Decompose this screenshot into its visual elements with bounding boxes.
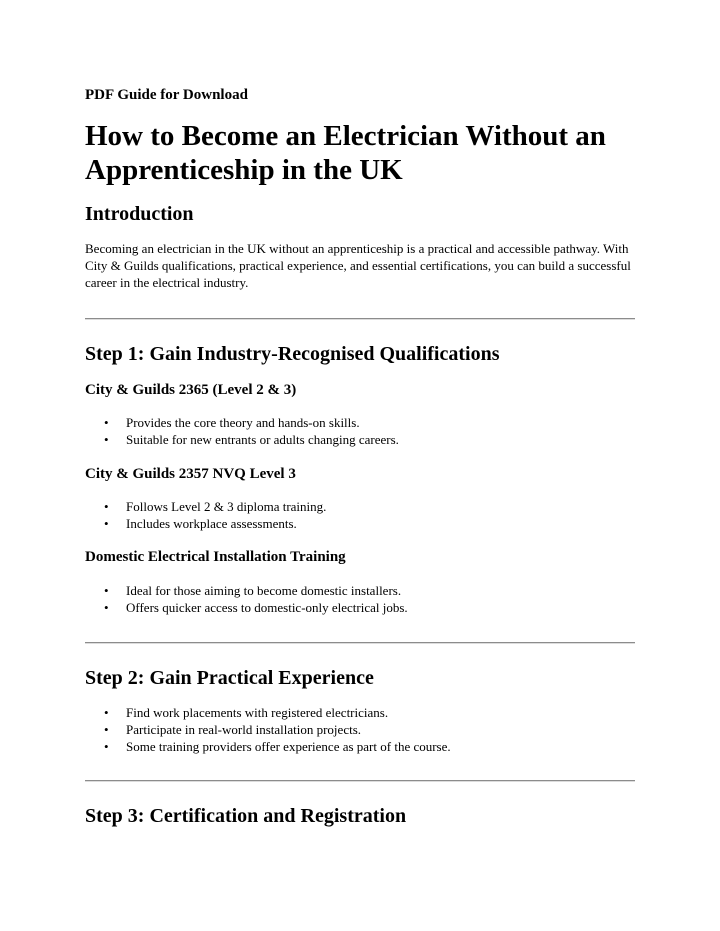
bullet-icon: • <box>104 705 109 720</box>
bullet-icon: • <box>104 432 109 447</box>
list-item: • Find work placements with registered electricians. <box>104 705 389 720</box>
bullet-icon: • <box>104 499 109 514</box>
list-item: • Provides the core theory and hands-on skills. <box>104 415 360 430</box>
bullet-icon: • <box>104 739 109 754</box>
section-divider <box>85 642 635 644</box>
step1-sub1-list <box>104 414 399 448</box>
bullet-icon: • <box>104 415 109 430</box>
step2-heading: Step 2: Gain Practical Experience <box>85 667 374 689</box>
list-item: • Participate in real-world installation projects. <box>104 722 362 737</box>
step2-list <box>104 704 451 755</box>
step1-sub2-title: City & Guilds 2357 NVQ Level 3 <box>85 466 296 482</box>
introduction-paragraph: Becoming an electrician in the UK without an apprenticeship is a practical and accessible pathway. With City & Guilds qualifications, practical experience, and essential certifications, you can build a successful career in the electrical industry. <box>85 241 631 290</box>
step1-sub3-title: Domestic Electrical Installation Training <box>85 549 346 565</box>
page-title: How to Become an Electrician Without an Apprenticeship in the UK <box>85 120 606 186</box>
bullet-icon: • <box>104 722 109 737</box>
step1-heading: Step 1: Gain Industry-Recognised Qualifications <box>85 343 500 365</box>
introduction-heading: Introduction <box>85 203 194 225</box>
bullet-icon: • <box>104 600 109 615</box>
list-item: • Some training providers offer experience as part of the course. <box>104 739 451 754</box>
document-label: PDF Guide for Download <box>85 87 248 103</box>
list-item: • Ideal for those aiming to become domestic installers. <box>104 583 402 598</box>
section-divider <box>85 780 635 782</box>
bullet-icon: • <box>104 516 109 531</box>
list-item: • Offers quicker access to domestic-only electrical jobs. <box>104 600 408 615</box>
list-item: • Suitable for new entrants or adults changing careers. <box>104 432 399 447</box>
step1-sub1-title: City & Guilds 2365 (Level 2 & 3) <box>85 382 297 398</box>
step1-sub3-list <box>104 582 408 616</box>
bullet-icon: • <box>104 583 109 598</box>
list-item: • Includes workplace assessments. <box>104 516 297 531</box>
list-item: • Follows Level 2 & 3 diploma training. <box>104 499 327 514</box>
step3-heading: Step 3: Certification and Registration <box>85 805 407 827</box>
step1-sub2-list <box>104 498 326 532</box>
section-divider <box>85 318 635 320</box>
